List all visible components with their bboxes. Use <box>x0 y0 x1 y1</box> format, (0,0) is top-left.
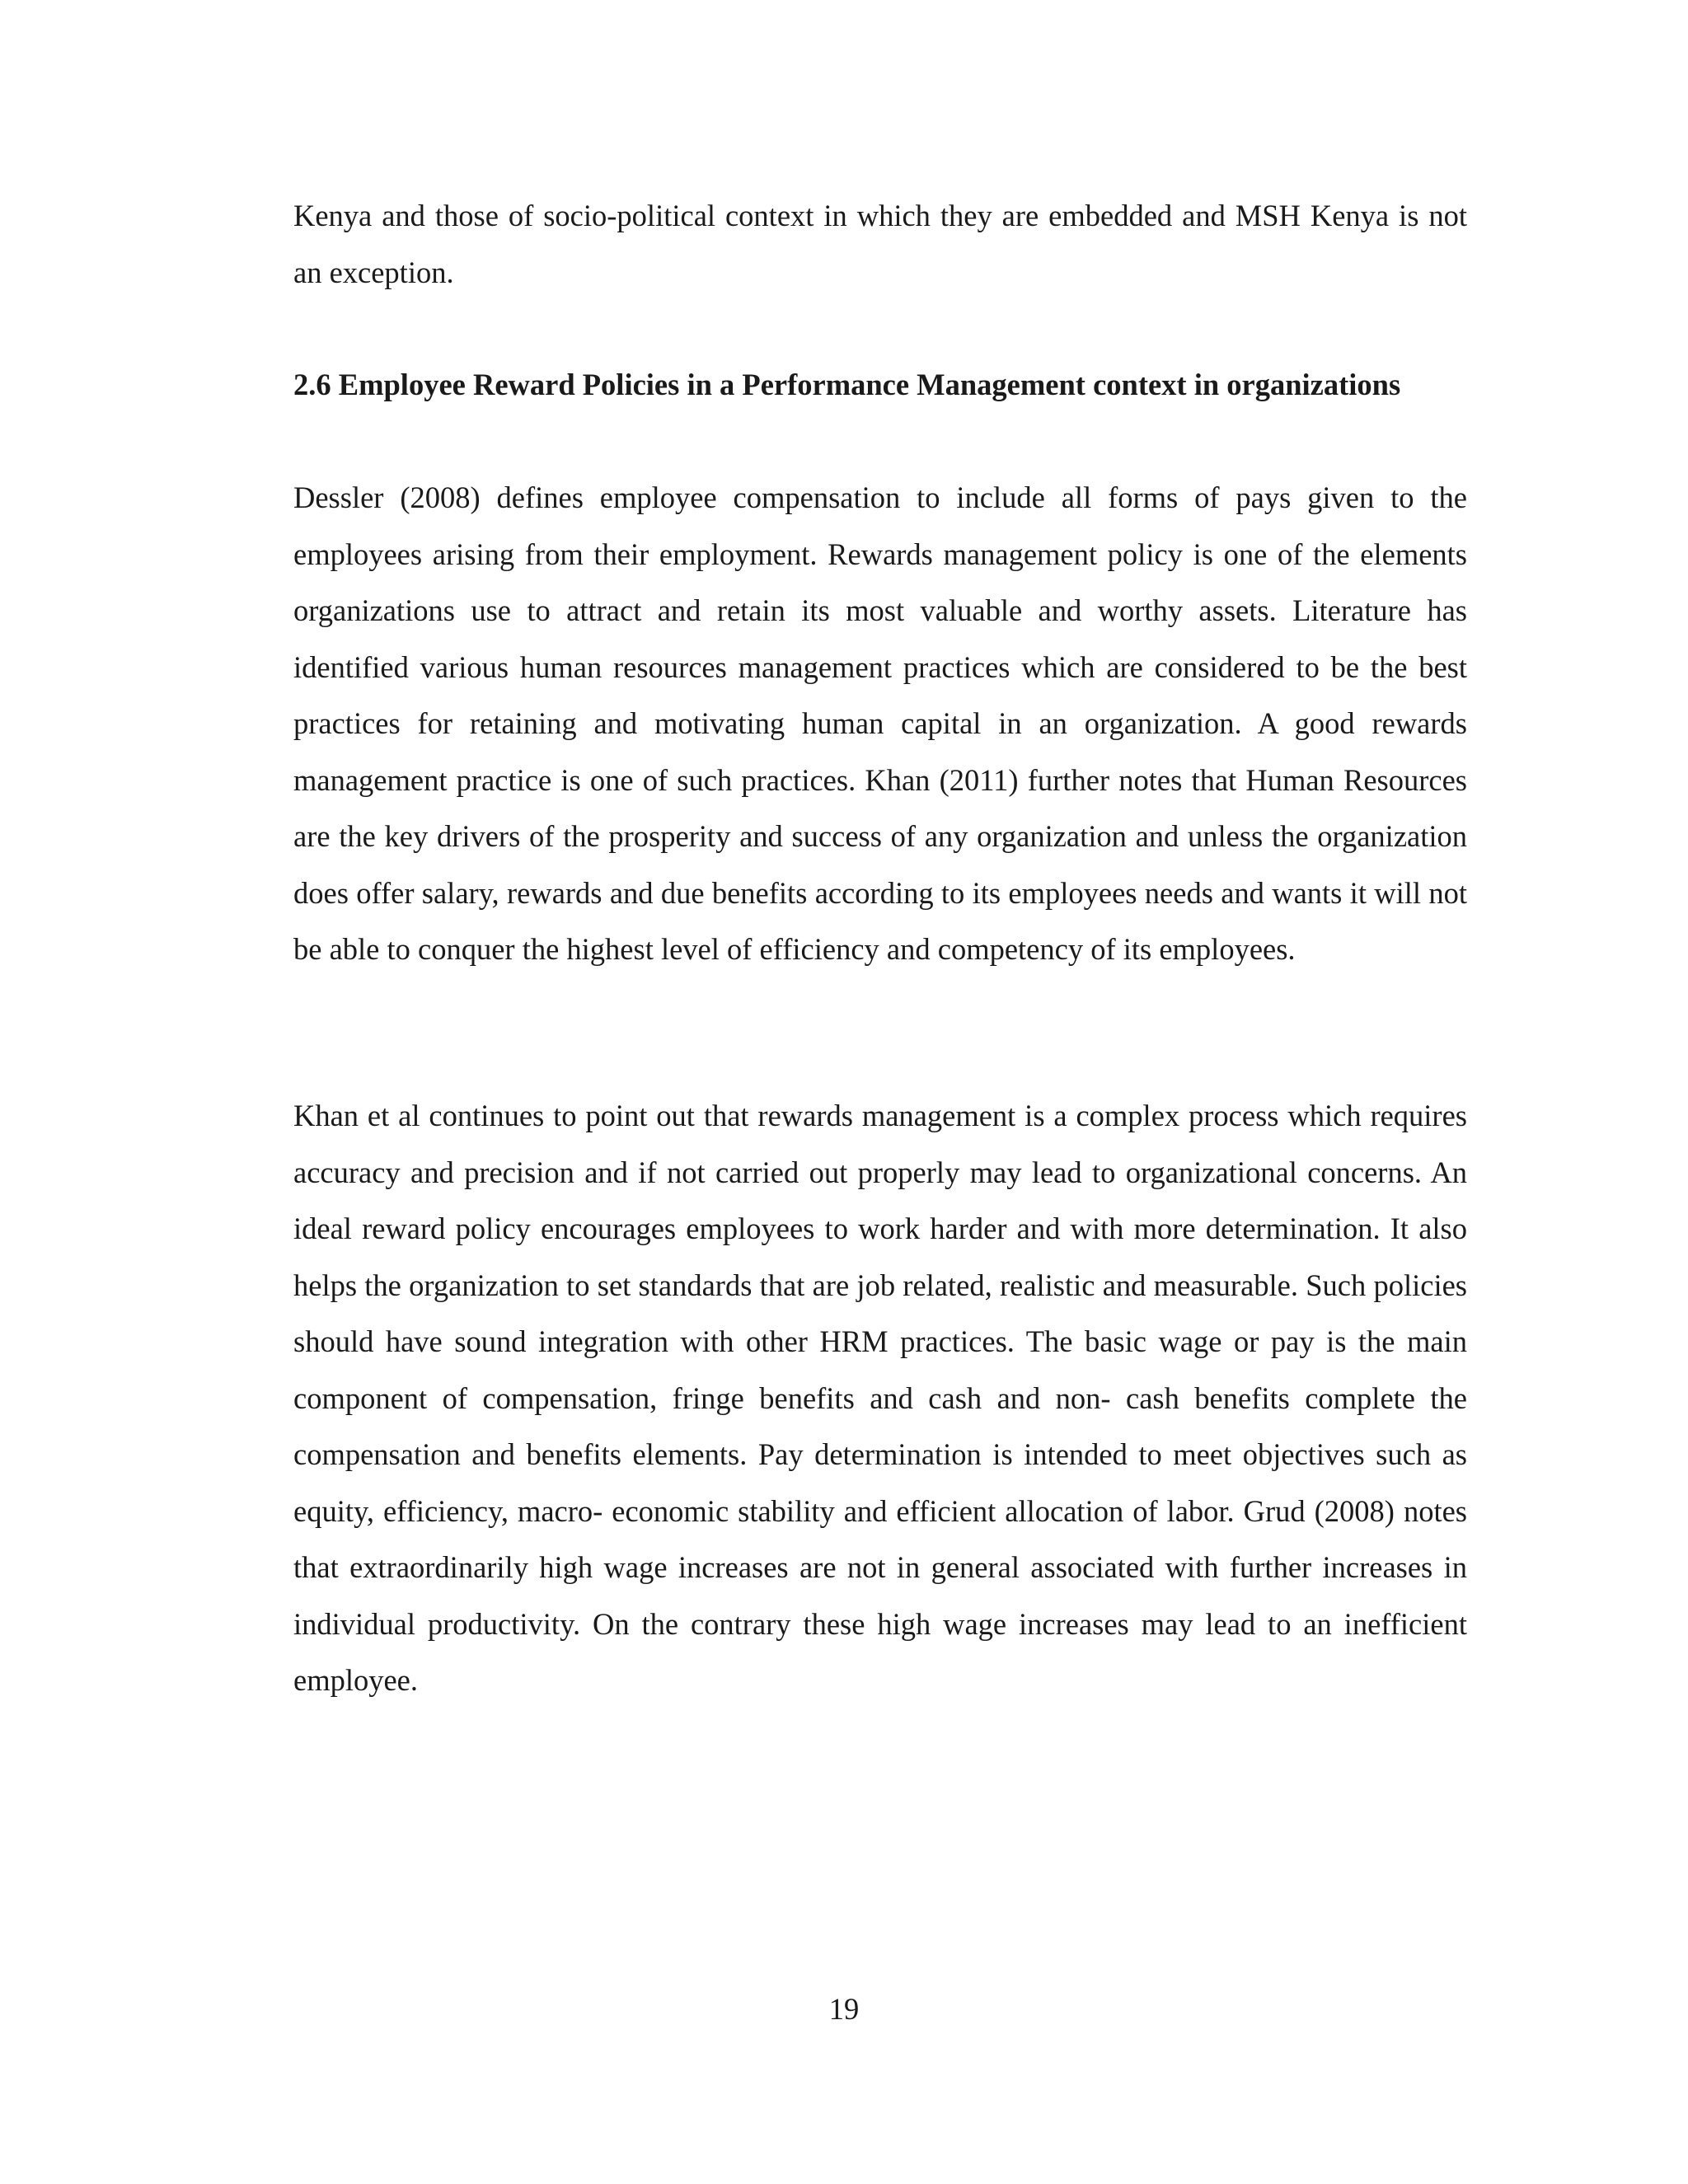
intro-paragraph: Kenya and those of socio-political context in which they are embedded and MSH Kenya is not an exception. <box>293 199 1467 289</box>
body-paragraph: Dessler (2008) defines employee compensation to include all forms of pays given to the employees arising from their employment. Rewards management policy is one of the elements organizations use to attract and retain its most valuable and worthy assets. Literature has identified various human resources management practices which are considered to be the best practices for retaining and motivating human capital in an organization. A good rewards management practice is one of such practices. Khan (2011) further notes that Human Resources are the key drivers of the prosperity and success of any organization and unless the organization does offer salary, rewards and due benefits according to its employees needs and wants it will not be able to conquer the highest level of efficiency and competency of its employees. <box>293 480 1467 966</box>
page-number: 19 <box>828 1992 860 2026</box>
section-heading: 2.6 Employee Reward Policies in a Performance Management context in organizations <box>293 368 1401 401</box>
body-paragraph: Khan et al continues to point out that rewards management is a complex process which requires accuracy and precision and if not carried out properly may lead to organizational concerns. An ideal reward policy encourages employees to work harder and with more determination. It also helps the organization to set standards that are job related, realistic and measurable. Such policies should have sound integration with other HRM practices. The basic wage or pay is the main component of compensation, fringe benefits and cash and non- cash benefits complete the compensation and benefits elements. Pay determination is intended to meet objectives such as equity, efficiency, macro- economic stability and efficient allocation of labor. Grud (2008) notes that extraordinarily high wage increases are not in general associated with further increases in individual productivity. On the contrary these high wage increases may lead to an inefficient employee. <box>293 1099 1467 1697</box>
